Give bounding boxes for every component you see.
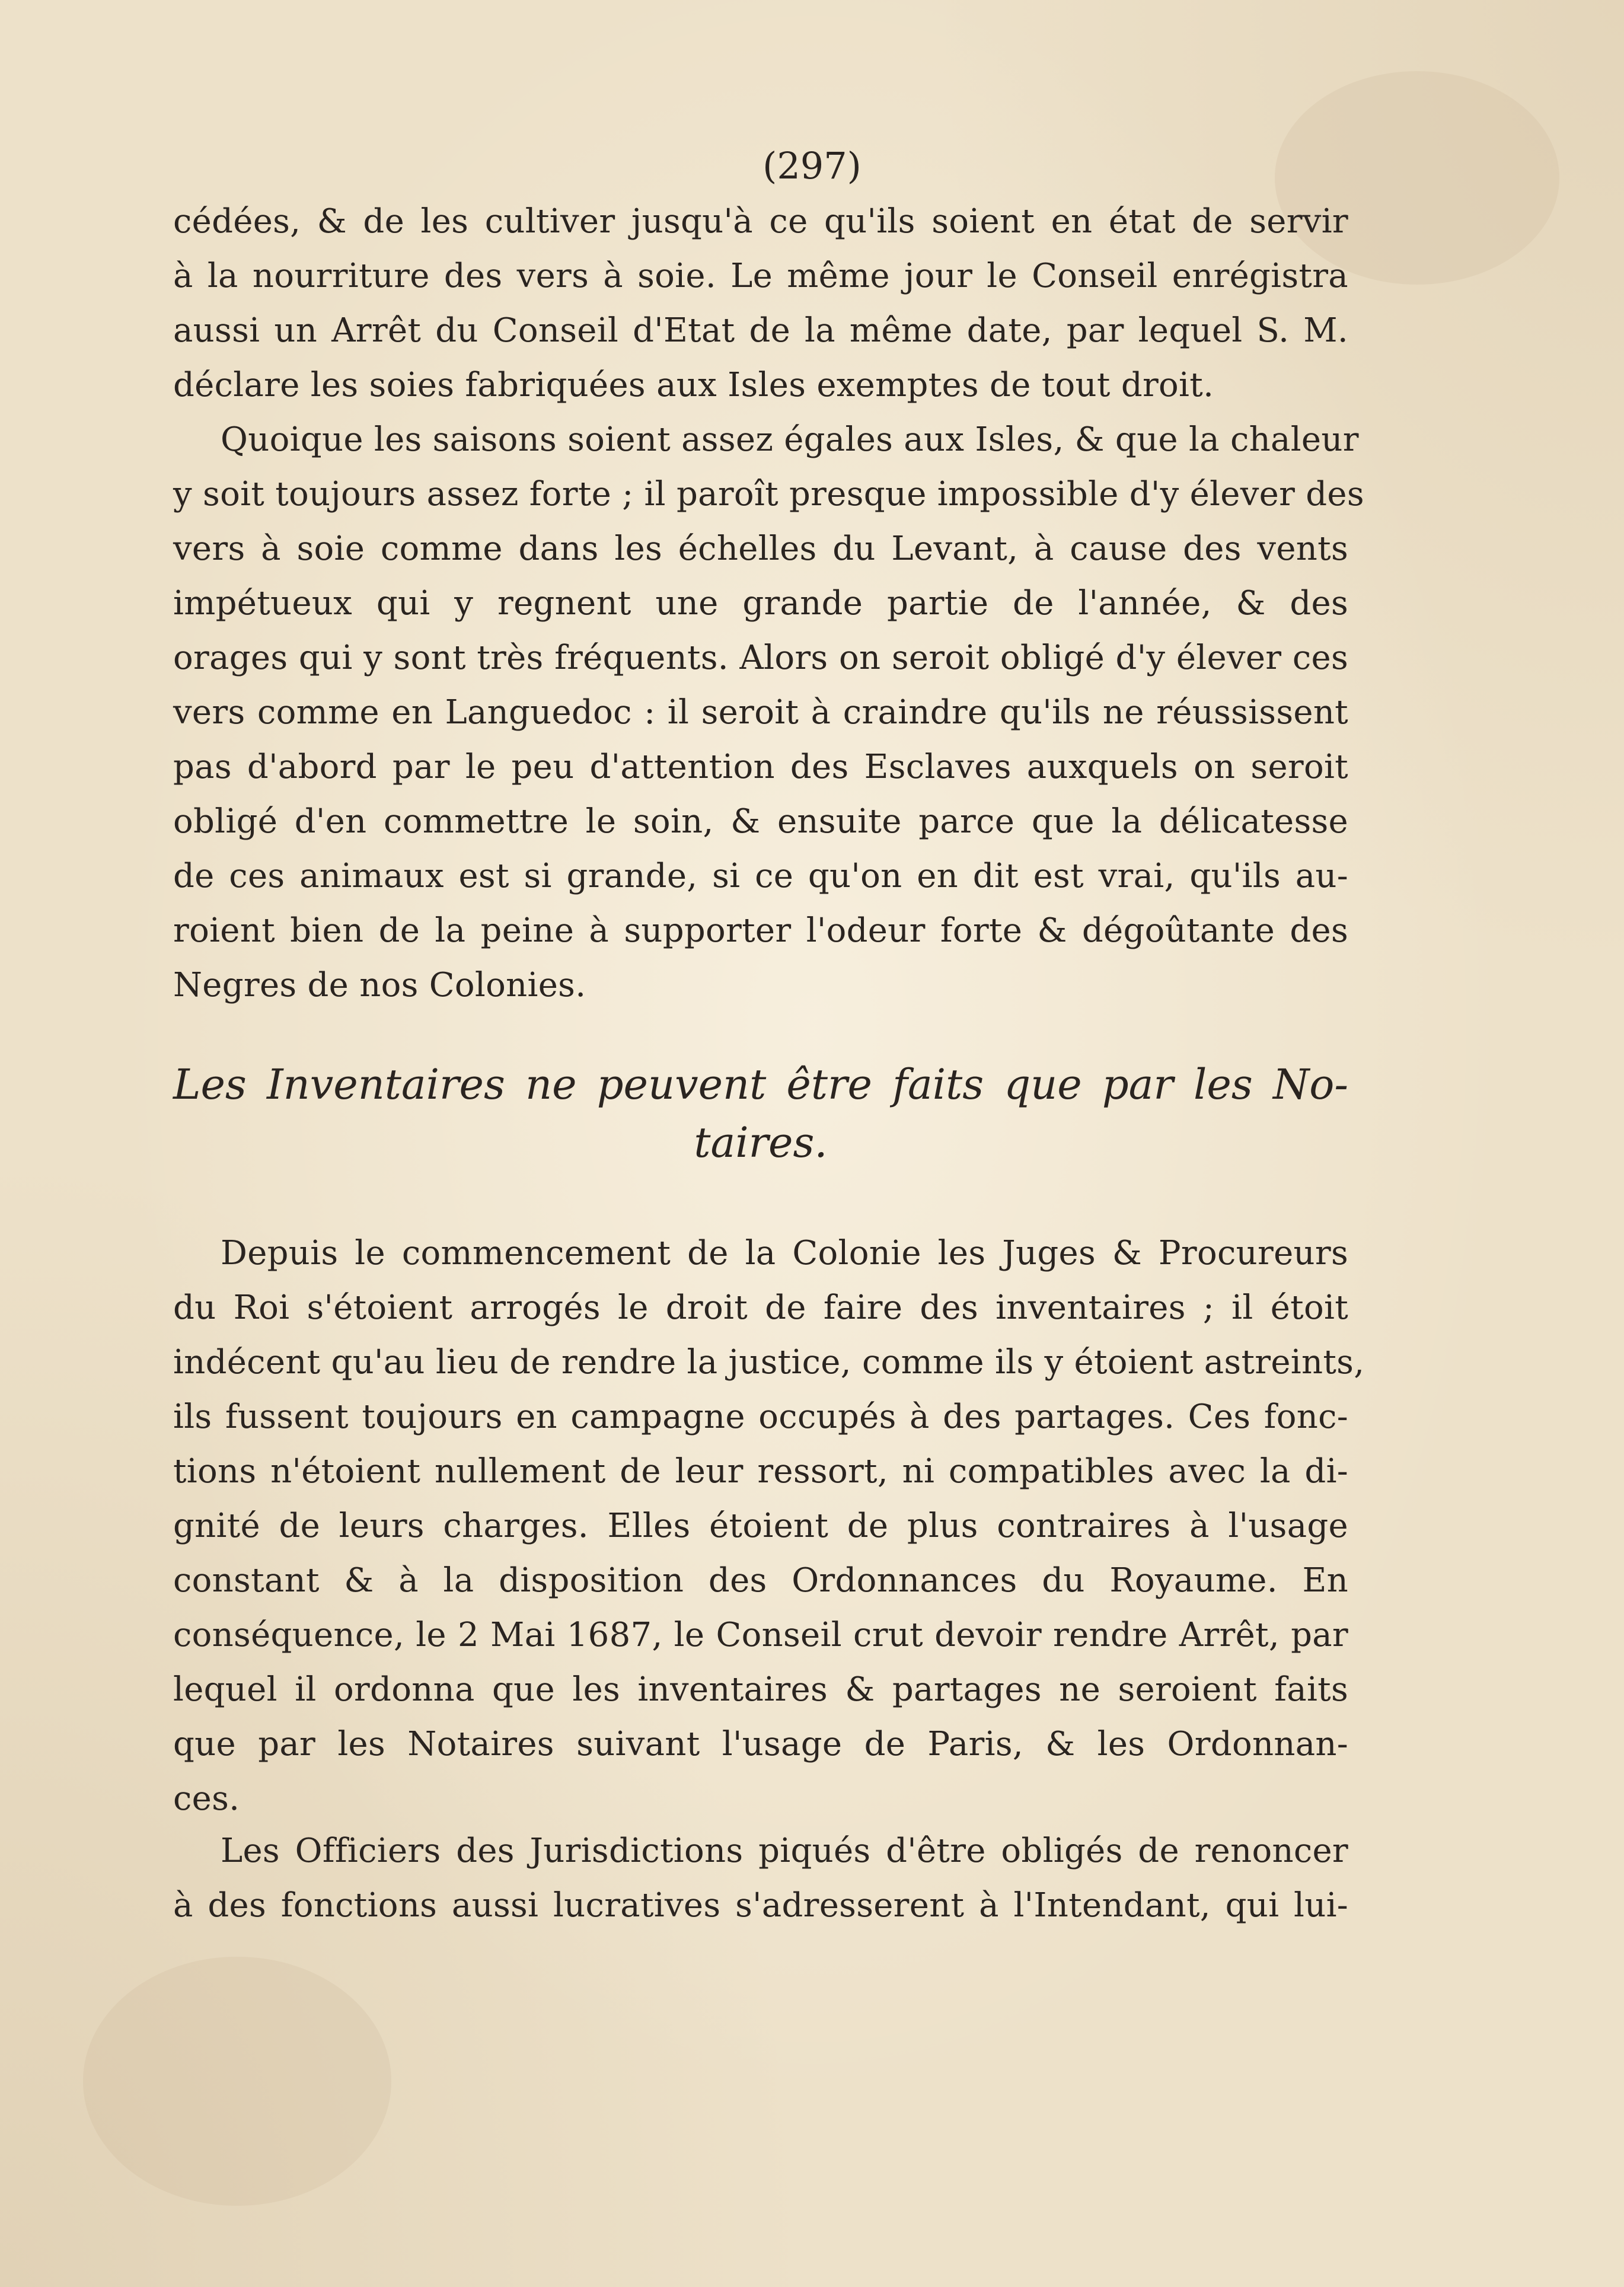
text-line: Depuis le commencement de la Colonie les Juges & Procureurs [221, 1234, 1348, 1272]
text-line: pas d'abord par le peu d'attention des Esclaves auxquels on seroit [173, 748, 1348, 786]
text-line: indécent qu'au lieu de rendre la justice, comme ils y étoient astreints, [173, 1343, 1365, 1382]
text-line: orages qui y sont très fréquents. Alors on seroit obligé d'y élever ces [173, 639, 1348, 677]
text-line: gnité de leurs charges. Elles étoient de plus contraires à l'usage [173, 1507, 1348, 1545]
text-line: ces. [173, 1779, 240, 1818]
text-line: tions n'étoient nullement de leur ressort, ni compatibles avec la di- [173, 1452, 1348, 1491]
text-line: impétueux qui y regnent une grande partie de l'année, & des [173, 584, 1348, 623]
text-line: constant & à la disposition des Ordonnances du Royaume. En [173, 1561, 1348, 1600]
text-line: y soit toujours assez forte ; il paroît presque impossible d'y élever des [173, 475, 1364, 513]
heading-line: Les Inventaires ne peuvent être faits que par les No- [173, 1060, 1348, 1109]
text-line: cédées, & de les cultiver jusqu'à ce qu'ils soient en état de servir [173, 202, 1348, 241]
text-line: conséquence, le 2 Mai 1687, le Conseil crut devoir rendre Arrêt, par [173, 1616, 1348, 1654]
text-line: ils fussent toujours en campagne occupés à des partages. Ces fonc- [173, 1398, 1348, 1436]
paragraph-inventaires [173, 1226, 1365, 1826]
text-line: à la nourriture des vers à soie. Le même jour le Conseil enrégistra [173, 257, 1348, 295]
text-line: du Roi s'étoient arrogés le droit de faire des inventaires ; il étoit [173, 1288, 1348, 1327]
section-heading [173, 1055, 1348, 1172]
paragraph-officiers [173, 1824, 1348, 1933]
text-line: vers à soie comme dans les échelles du Levant, à cause des vents [173, 530, 1348, 568]
text-line: Les Officiers des Jurisdictions piqués d'être obligés de renoncer [221, 1832, 1348, 1870]
text-line: Quoique les saisons soient assez égales aux Isles, & que la chaleur [221, 420, 1359, 459]
paragraph-continuation [173, 194, 1348, 413]
text-line: aussi un Arrêt du Conseil d'Etat de la même date, par lequel S. M. [173, 311, 1348, 350]
paragraph-silkworms [173, 413, 1364, 1013]
heading-line: taires. [694, 1118, 828, 1167]
text-line: lequel il ordonna que les inventaires & partages ne seroient faits [173, 1670, 1348, 1709]
text-line: déclare les soies fabriquées aux Isles exemptes de tout droit. [173, 366, 1214, 404]
text-line: roient bien de la peine à supporter l'odeur forte & dégoûtante des [173, 911, 1348, 950]
text-line: obligé d'en commettre le soin, & ensuite parce que la délicatesse [173, 802, 1348, 841]
text-line: de ces animaux est si grande, si ce qu'on en dit est vrai, qu'ils au- [173, 857, 1348, 895]
paper-stain [83, 1957, 391, 2206]
text-line: que par les Notaires suivant l'usage de Paris, & les Ordonnan- [173, 1725, 1348, 1763]
text-line: vers comme en Languedoc : il seroit à craindre qu'ils ne réussissent [173, 693, 1348, 732]
page-number: (297) [762, 144, 862, 187]
text-line: à des fonctions aussi lucratives s'adresserent à l'Intendant, qui lui- [173, 1886, 1348, 1925]
text-line: Negres de nos Colonies. [173, 966, 586, 1004]
